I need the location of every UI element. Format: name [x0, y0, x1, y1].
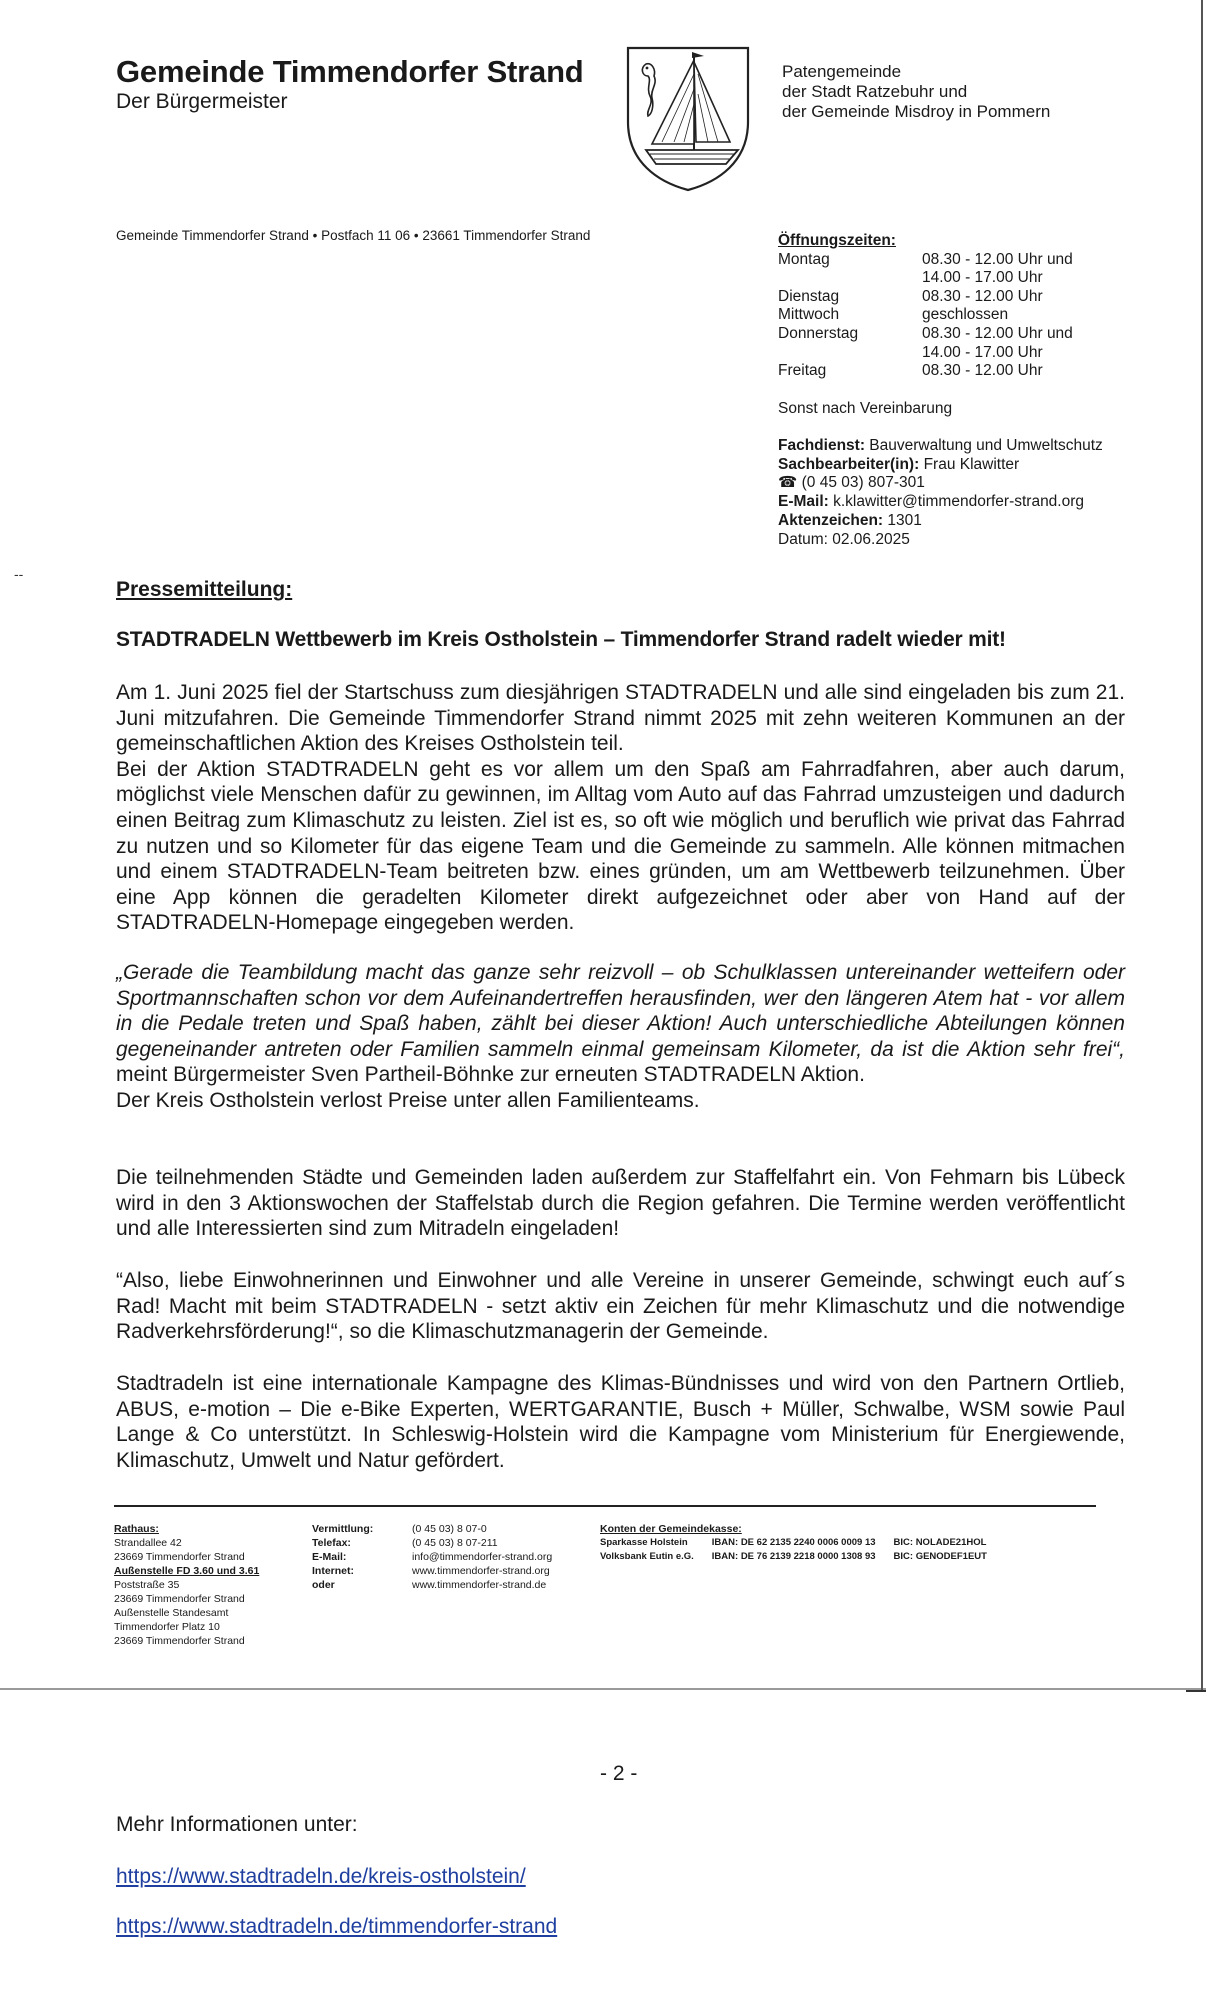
footer-bank-accounts — [600, 1522, 1005, 1564]
email-value[interactable]: k.klawitter@timmendorfer-strand.org — [833, 493, 1085, 511]
footer-value[interactable]: www.timmendorfer-strand.org — [412, 1565, 550, 1577]
fachdienst-line — [778, 437, 1103, 456]
hours-row — [778, 325, 1073, 344]
press-headline: STADTRADELN Wettbewerb im Kreis Ostholstein – Timmendorfer Strand radelt wieder mit! — [116, 628, 1006, 651]
bank-bic: BIC: GENODEF1EUT — [893, 1551, 987, 1562]
body-paragraph-partners: Stadtradeln ist eine internationale Kampagne des Klimas-Bündnisses und wird von den Partnern Ortlieb, ABUS, e-motion – Die e-Bike Experten, WERTGARANTIE, Busch + Müller, Schwalbe, WSM sowie Paul Lange & Co unterstützt. In Schleswig-Holstein wird die Kampagne vom Ministerium für Energiewende, Klimaschutz, Umwelt und Natur gefördert. — [116, 1372, 1125, 1472]
footer-addresses — [114, 1522, 259, 1648]
municipality-title: Gemeinde Timmendorfer Strand — [116, 54, 584, 89]
coat-of-arms-logo — [622, 44, 754, 192]
hours-row — [778, 288, 1073, 307]
opening-hours-heading: Öffnungszeiten: — [778, 232, 896, 249]
email-label: E-Mail: — [778, 493, 829, 511]
email-line — [778, 493, 1103, 512]
bank-iban: IBAN: DE 76 2139 2218 0000 1308 93 — [711, 1551, 876, 1562]
contact-block — [778, 437, 1103, 549]
phone-value: (0 45 03) 807-301 — [801, 474, 925, 492]
hours-day: Montag — [778, 250, 830, 268]
phone-line — [778, 474, 1103, 493]
page-1-bottom-edge — [0, 1688, 1206, 1690]
footer-address-line: 23669 Timmendorfer Strand — [114, 1551, 245, 1563]
footer-branch-label: Außenstelle FD 3.60 und 3.61 — [114, 1565, 260, 1577]
clerk-label: Sachbearbeiter(in): — [778, 455, 920, 473]
hours-day — [778, 344, 922, 363]
footer-label: Telefax: — [312, 1537, 351, 1549]
hours-time: 14.00 - 17.00 Uhr — [922, 343, 1043, 361]
footer-bank-heading: Konten der Gemeindekasse: — [600, 1523, 742, 1535]
clerk-value: Frau Klawitter — [923, 455, 1020, 473]
mayor-quote: „Gerade die Teambildung macht das ganze sehr reizvoll – ob Schulklassen untereinander wetteifern oder Sportmannschaften schon vor dem Aufeinandertreffen herausfinden, wer den längeren Atem hat - vor allem in die Pedale treten und Spaß haben, zählt bei dieser Aktion! Auch unterschiedliche Abteilungen können gegeneinander antreten oder Familien sammeln einmal gemeinsam Kilometer, da ist die Aktion sehr frei“, — [116, 961, 1125, 1061]
hours-row — [778, 251, 1073, 270]
hours-row — [778, 306, 1073, 325]
quote-attribution: meint Bürgermeister Sven Partheil-Böhnke zur erneuten STADTRADELN Aktion. — [116, 1063, 865, 1087]
more-info-label: Mehr Informationen unter: — [116, 1813, 358, 1836]
footer-value[interactable]: info@timmendorfer-strand.org — [412, 1551, 553, 1563]
sponsorship-line: der Gemeinde Misdroy in Pommern — [782, 102, 1051, 121]
hours-time: 08.30 - 12.00 Uhr — [922, 287, 1043, 305]
hours-row — [778, 344, 1073, 363]
sender-address-line: Gemeinde Timmendorfer Strand • Postfach 11 06 • 23661 Timmendorfer Strand — [116, 228, 591, 243]
hours-day — [778, 269, 922, 288]
clerk-line — [778, 456, 1103, 475]
fachdienst-value: Bauverwaltung und Umweltschutz — [869, 437, 1103, 454]
footer-address-line: Außenstelle Standesamt — [114, 1607, 229, 1619]
page-number: - 2 - — [600, 1762, 638, 1785]
footer-divider — [114, 1505, 1096, 1507]
sponsorship-note — [782, 62, 1050, 122]
file-ref-label: Aktenzeichen: — [778, 511, 884, 529]
hours-row — [778, 269, 1073, 288]
footer-value: (0 45 03) 8 07-211 — [412, 1537, 498, 1549]
page-edge-mark — [1186, 1690, 1206, 1692]
mayor-subtitle: Der Bürgermeister — [116, 90, 288, 113]
bank-bic: BIC: NOLADE21HOL — [893, 1537, 987, 1548]
hours-time: 08.30 - 12.00 Uhr und — [922, 250, 1073, 268]
prize-note: Der Kreis Ostholstein verlost Preise unter allen Familienteams. — [116, 1088, 700, 1112]
paragraph-action: Bei der Aktion STADTRADELN geht es vor allem um den Spaß am Fahrradfahren, aber auch darum, möglichst viele Menschen dafür zu gewinnen, im Alltag vom Auto auf das Fahrrad umzusteigen und dadurch einen Beitrag zum Klimaschutz zu leisten. Ziel ist es, so oft wie möglich und beruflich wie privat das Fahrrad zu nutzen und so Kilometer für das eigene Team und die Gemeinde zu sammeln. Alle können mitmachen und einem STADTRADELN-Team beitreten bzw. eines gründen, um am Wettbewerb teilzunehmen. Über eine App können die geradelten Kilometer direkt aufgezeichnet oder aber von Hand auf der STADTRADELN-Homepage eingegeben werden. — [116, 757, 1125, 935]
page-1-right-edge — [1201, 0, 1203, 1690]
link-kreis-ostholstein[interactable]: https://www.stadtradeln.de/kreis-ostholstein/ — [116, 1865, 526, 1888]
hours-day: Donnerstag — [778, 324, 859, 342]
footer-address-line: Timmendorfer Platz 10 — [114, 1621, 220, 1633]
bank-table — [600, 1536, 1005, 1564]
footer-contact-labels — [312, 1522, 373, 1592]
body-paragraph — [116, 680, 1125, 936]
hours-note: Sonst nach Vereinbarung — [778, 400, 953, 417]
footer-address-line: 23669 Timmendorfer Strand — [114, 1593, 245, 1605]
footer-address-line: Strandallee 42 — [114, 1537, 182, 1549]
footer-address-line: 23669 Timmendorfer Strand — [114, 1635, 245, 1647]
footer-label: Internet: — [312, 1565, 354, 1577]
bank-name: Sparkasse Holstein — [600, 1537, 688, 1548]
footer-rathaus-label: Rathaus: — [114, 1523, 159, 1535]
opening-hours-table — [778, 251, 1073, 381]
hours-time: geschlossen — [922, 306, 1009, 324]
file-ref-line — [778, 512, 1103, 531]
body-paragraph-relay: Die teilnehmenden Städte und Gemeinden laden außerdem zur Staffelfahrt ein. Von Fehmarn bis Lübeck wird in den 3 Aktionswochen der Staffelstab durch die Region gefahren. Die Termine werden veröffentlicht und alle Interessierten sind zum Mitradeln eingeladen! — [116, 1166, 1125, 1241]
paragraph-intro: Am 1. Juni 2025 fiel der Startschuss zum diesjährigen STADTRADELN und alle sind eingeladen bis zum 21. Juni mitzufahren. Die Gemeinde Timmendorfer Strand nimmt 2025 mit zehn weiteren Kommunen an der gemeinschaftlichen Aktion des Kreises Ostholstein teil. — [116, 681, 1125, 756]
hours-time: 08.30 - 12.00 Uhr — [922, 362, 1043, 380]
file-ref-value: 1301 — [887, 511, 922, 529]
footer-value[interactable]: www.timmendorfer-strand.de — [412, 1579, 547, 1591]
opening-hours — [778, 232, 1073, 381]
body-paragraph-quote — [116, 960, 1125, 1114]
bank-row — [600, 1536, 1005, 1550]
body-paragraph-appeal: “Also, liebe Einwohnerinnen und Einwohner und alle Vereine in unserer Gemeinde, schwingt euch auf´s Rad! Macht mit beim STADTRADELN - setzt aktiv ein Zeichen für mehr Klimaschutz und die notwendige Radverkehrsförderung!“, so die Klimaschutzmanagerin der Gemeinde. — [116, 1269, 1125, 1344]
hours-day: Freitag — [778, 362, 827, 380]
phone-icon: ☎ — [778, 474, 798, 492]
hours-time: 08.30 - 12.00 Uhr und — [922, 324, 1073, 342]
sponsorship-line: der Stadt Ratzebuhr und — [782, 82, 968, 101]
footer-address-line: Poststraße 35 — [114, 1579, 180, 1591]
margin-mark: -- — [14, 566, 24, 582]
fachdienst-label: Fachdienst: — [778, 437, 865, 454]
hours-time: 14.00 - 17.00 Uhr — [922, 269, 1043, 287]
bank-row — [600, 1550, 1005, 1564]
hours-row — [778, 362, 1073, 381]
footer-value: (0 45 03) 8 07-0 — [412, 1523, 487, 1535]
hours-day: Dienstag — [778, 287, 840, 305]
hours-day: Mittwoch — [778, 306, 840, 324]
footer-contact-values — [412, 1522, 552, 1592]
press-release-label: Pressemitteilung: — [116, 578, 293, 601]
quote-paragraph — [116, 960, 1125, 1088]
date-line: Datum: 02.06.2025 — [778, 530, 910, 548]
footer-label: Vermittlung: — [312, 1523, 374, 1535]
footer-label: oder — [312, 1579, 335, 1591]
link-timmendorfer-strand[interactable]: https://www.stadtradeln.de/timmendorfer-strand — [116, 1915, 558, 1938]
sponsorship-line: Patengemeinde — [782, 62, 902, 81]
bank-name: Volksbank Eutin e.G. — [600, 1551, 694, 1562]
bank-iban: IBAN: DE 62 2135 2240 0006 0009 13 — [711, 1537, 876, 1548]
footer-label: E-Mail: — [312, 1551, 347, 1563]
